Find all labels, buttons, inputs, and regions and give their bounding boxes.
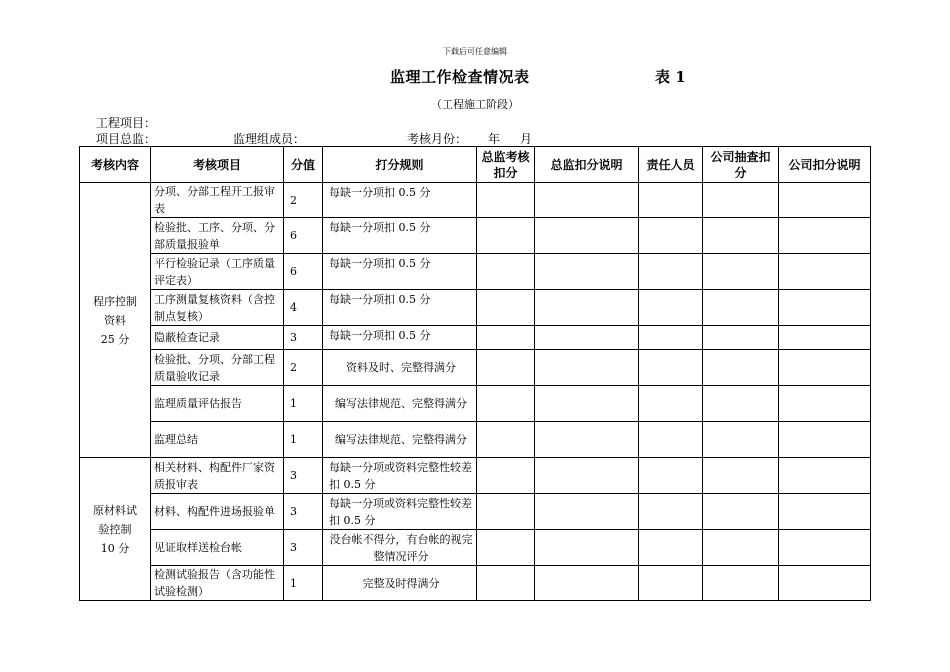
blank-score-cell[interactable] — [779, 290, 871, 326]
blank-score-cell[interactable] — [703, 458, 779, 494]
blank-score-cell[interactable] — [703, 290, 779, 326]
item-cell: 相关材料、构配件厂家资质报审表 — [151, 458, 284, 494]
blank-score-cell[interactable] — [779, 218, 871, 254]
column-header: 公司扣分说明 — [779, 147, 871, 183]
category-cell — [80, 183, 151, 458]
blank-score-cell[interactable] — [639, 290, 703, 326]
blank-score-cell[interactable] — [639, 422, 703, 458]
table-row — [80, 254, 871, 290]
stage-subtitle: （工程施工阶段） — [431, 98, 519, 111]
column-header: 打分规则 — [323, 147, 477, 183]
month-label: 考核月份： — [407, 132, 468, 146]
blank-score-cell[interactable] — [703, 422, 779, 458]
item-cell: 隐蔽检查记录 — [151, 326, 284, 350]
blank-score-cell[interactable] — [703, 530, 779, 566]
month-unit: 月 — [520, 132, 533, 146]
item-cell: 平行检验记录（工序质量评定表） — [151, 254, 284, 290]
column-header: 考核项目 — [151, 147, 284, 183]
table-row — [80, 183, 871, 218]
item-cell: 工序测量复核资料（含控制点复核） — [151, 290, 284, 326]
column-header: 考核内容 — [80, 147, 151, 183]
blank-score-cell[interactable] — [535, 458, 639, 494]
blank-score-cell[interactable] — [703, 218, 779, 254]
blank-score-cell[interactable] — [477, 530, 535, 566]
item-cell: 材料、构配件进场报验单 — [151, 494, 284, 530]
blank-score-cell[interactable] — [639, 566, 703, 601]
blank-score-cell[interactable] — [535, 566, 639, 601]
blank-score-cell[interactable] — [477, 422, 535, 458]
category-line: 原材料试 — [93, 503, 137, 517]
rule-cell: 编写法律规范、完整得满分 — [323, 422, 477, 458]
document-title: 监理工作检查情况表 — [390, 68, 530, 86]
score-cell: 1 — [284, 566, 323, 601]
table-row — [80, 386, 871, 422]
blank-score-cell[interactable] — [779, 494, 871, 530]
item-cell: 检测试验报告（含功能性试验检测） — [151, 566, 284, 601]
score-cell: 2 — [284, 350, 323, 386]
rule-cell: 每缺一分项或资料完整性较差扣 0.5 分 — [323, 494, 477, 530]
blank-score-cell[interactable] — [639, 494, 703, 530]
category-line: 资料 — [104, 313, 126, 327]
score-cell: 1 — [284, 422, 323, 458]
table-row — [80, 290, 871, 326]
blank-score-cell[interactable] — [779, 254, 871, 290]
blank-score-cell[interactable] — [779, 566, 871, 601]
category-line: 验控制 — [98, 522, 132, 536]
blank-score-cell[interactable] — [535, 254, 639, 290]
blank-score-cell[interactable] — [535, 494, 639, 530]
blank-score-cell[interactable] — [779, 530, 871, 566]
table-row — [80, 566, 871, 601]
blank-score-cell[interactable] — [535, 422, 639, 458]
rule-cell: 每缺一分项或资料完整性较差扣 0.5 分 — [323, 458, 477, 494]
meta-line — [96, 130, 656, 146]
blank-score-cell[interactable] — [639, 458, 703, 494]
blank-score-cell[interactable] — [703, 183, 779, 218]
column-header: 责任人员 — [639, 147, 703, 183]
blank-score-cell[interactable] — [639, 350, 703, 386]
blank-score-cell[interactable] — [703, 254, 779, 290]
category-cell — [80, 458, 151, 601]
year-label: 年 — [488, 132, 501, 146]
blank-score-cell[interactable] — [535, 350, 639, 386]
blank-score-cell[interactable] — [477, 290, 535, 326]
members-label: 监理组成员： — [233, 132, 306, 146]
download-note: 下载后可任意编辑 — [443, 47, 507, 56]
item-cell: 监理总结 — [151, 422, 284, 458]
blank-score-cell[interactable] — [477, 566, 535, 601]
blank-score-cell[interactable] — [477, 494, 535, 530]
rule-cell: 每缺一分项扣 0.5 分 — [323, 254, 477, 290]
blank-score-cell[interactable] — [477, 350, 535, 386]
category-line: 程序控制 — [93, 294, 137, 308]
blank-score-cell[interactable] — [639, 386, 703, 422]
table-number: 表 1 — [655, 68, 686, 86]
category-line: 10 分 — [100, 541, 130, 555]
score-cell: 1 — [284, 386, 323, 422]
column-header: 总监考核扣分 — [477, 147, 535, 183]
item-cell: 分项、分部工程开工报审表 — [151, 183, 284, 218]
blank-score-cell[interactable] — [535, 530, 639, 566]
column-header: 公司抽查扣分 — [703, 147, 779, 183]
blank-score-cell[interactable] — [779, 350, 871, 386]
blank-score-cell[interactable] — [535, 290, 639, 326]
supervisor-label: 项目总监： — [96, 132, 157, 146]
blank-score-cell[interactable] — [639, 183, 703, 218]
column-header: 总监扣分说明 — [535, 147, 639, 183]
table-row — [80, 422, 871, 458]
score-cell: 2 — [284, 183, 323, 218]
blank-score-cell[interactable] — [477, 183, 535, 218]
blank-score-cell[interactable] — [535, 386, 639, 422]
score-cell: 3 — [284, 326, 323, 350]
blank-score-cell[interactable] — [639, 254, 703, 290]
item-cell: 见证取样送检台帐 — [151, 530, 284, 566]
blank-score-cell[interactable] — [639, 218, 703, 254]
score-cell: 3 — [284, 530, 323, 566]
blank-score-cell[interactable] — [779, 326, 871, 350]
table-row — [80, 458, 871, 494]
blank-score-cell[interactable] — [535, 326, 639, 350]
score-cell: 6 — [284, 254, 323, 290]
blank-score-cell[interactable] — [779, 458, 871, 494]
blank-score-cell[interactable] — [477, 386, 535, 422]
score-cell: 6 — [284, 218, 323, 254]
blank-score-cell[interactable] — [779, 422, 871, 458]
blank-score-cell[interactable] — [703, 350, 779, 386]
blank-score-cell[interactable] — [703, 494, 779, 530]
rule-cell: 每缺一分项扣 0.5 分 — [323, 183, 477, 218]
column-header: 分值 — [284, 147, 323, 183]
table-header-row — [80, 147, 871, 183]
item-cell: 检验批、分项、分部工程质量验收记录 — [151, 350, 284, 386]
blank-score-cell[interactable] — [703, 326, 779, 350]
blank-score-cell[interactable] — [639, 326, 703, 350]
rule-cell: 没台帐不得分，有台帐的视完整情况评分 — [323, 530, 477, 566]
rule-cell: 编写法律规范、完整得满分 — [323, 386, 477, 422]
table-row — [80, 494, 871, 530]
rule-cell: 完整及时得满分 — [323, 566, 477, 601]
blank-score-cell[interactable] — [477, 458, 535, 494]
blank-score-cell[interactable] — [477, 218, 535, 254]
rule-cell: 每缺一分项扣 0.5 分 — [323, 326, 477, 350]
blank-score-cell[interactable] — [779, 183, 871, 218]
table-row — [80, 326, 871, 350]
table-row — [80, 218, 871, 254]
rule-cell: 资料及时、完整得满分 — [323, 350, 477, 386]
score-cell: 3 — [284, 458, 323, 494]
score-cell: 3 — [284, 494, 323, 530]
blank-score-cell[interactable] — [535, 183, 639, 218]
table-row — [80, 350, 871, 386]
blank-score-cell[interactable] — [535, 218, 639, 254]
blank-score-cell[interactable] — [703, 566, 779, 601]
project-label: 工程项目： — [96, 116, 157, 130]
inspection-table — [79, 146, 871, 601]
item-cell: 监理质量评估报告 — [151, 386, 284, 422]
rule-cell: 每缺一分项扣 0.5 分 — [323, 218, 477, 254]
score-cell: 4 — [284, 290, 323, 326]
category-line: 25 分 — [100, 332, 130, 346]
blank-score-cell[interactable] — [779, 386, 871, 422]
rule-cell: 每缺一分项扣 0.5 分 — [323, 290, 477, 326]
blank-score-cell[interactable] — [477, 254, 535, 290]
blank-score-cell[interactable] — [703, 386, 779, 422]
blank-score-cell[interactable] — [639, 530, 703, 566]
table-row — [80, 530, 871, 566]
item-cell: 检验批、工序、分项、分部质量报验单 — [151, 218, 284, 254]
blank-score-cell[interactable] — [477, 326, 535, 350]
